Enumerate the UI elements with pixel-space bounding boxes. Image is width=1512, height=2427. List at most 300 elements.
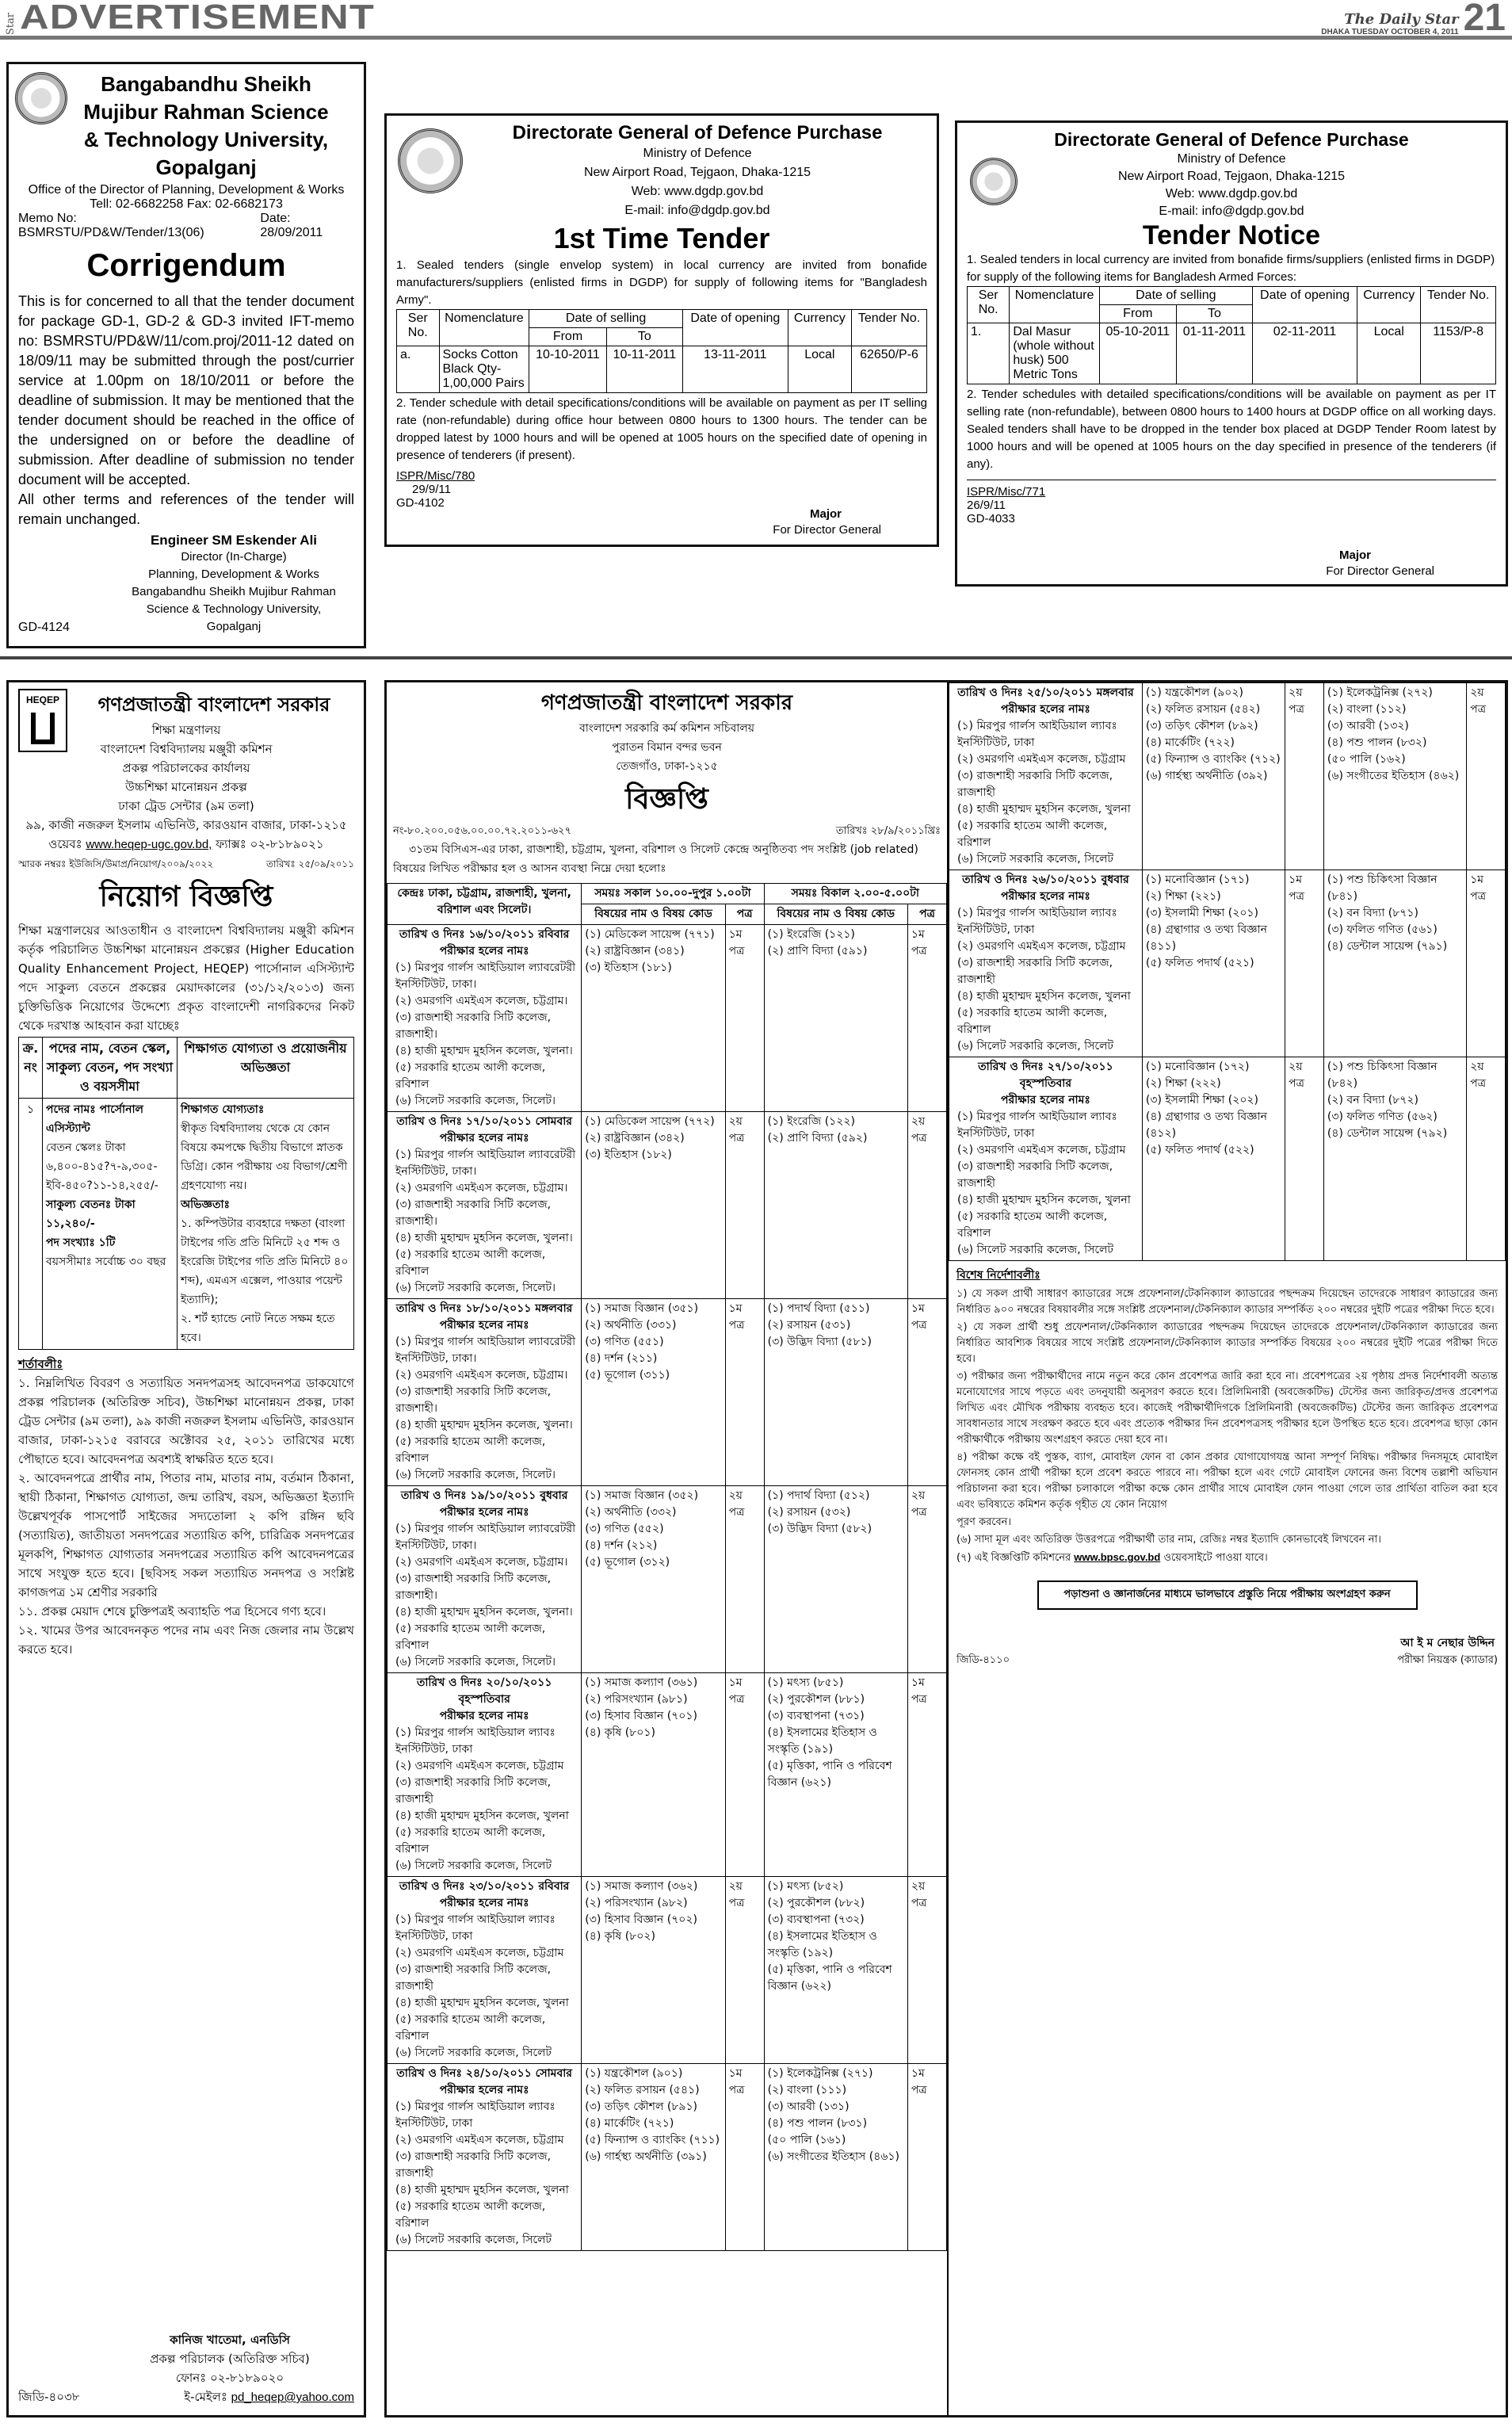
exam-hall: (৫) সরকারি হাতেম আলী কলেজ, রবিশাল (395, 1435, 546, 1465)
condition-item: ১১. প্রকল্প মেয়াদ শেষে চুক্তিপত্রই অব্যাহতি পত্র হিসেবে গণ্য হবে। (18, 1604, 326, 1619)
hall-label: পরীক্ষার হলের নামঃ (439, 1506, 529, 1519)
subject-item: (২) বন বিদ্যা (৮৭২) (1327, 1094, 1418, 1106)
signer-title: পরীক্ষা নিয়ন্ত্রক (ক্যাডার) (1397, 1654, 1498, 1666)
subject-item: (১) মনোবিজ্ঞান (১৭২) (1145, 1061, 1250, 1073)
subject-item: (১) সমাজ বিজ্ঞান (৩৫২) (585, 1489, 699, 1502)
instruction-item: ১) যে সকল প্রার্থী সাধারণ ক্যাডারের সঙ্গে প্রফেশনাল/টেকনিক্যাল ক্যাডারের পছন্দক্রম দিয়েছেন তাদেরকে সাধারণ ক্যাডারের জন্য নির্ধারিত ৯০০ নম্বরের বিষয়াবলীর সঙ্গে সংশ্লিষ্ট প্রফেশনাল/টেকনিক্যাল ক্যাডার সম্পর্কিত ২০০ নম্বরের দুইটি পত্রের পরীক্ষা দিতে হবে। (956, 1288, 1498, 1316)
subject-item: (২) প্রাণি বিদ্যা (৫৯২) (767, 1132, 868, 1145)
signer-title: প্রকল্প পরিচালক (অতিরিক্ত সচিব) (150, 2352, 310, 2366)
exam-hall: (৫) সরকারি হাতেম আলী কলেজ, বরিশাল (395, 1826, 546, 1856)
subject-item: (২) পুরকৌশল (৮৮২) (767, 1897, 865, 1909)
edu-text: স্বীকৃত বিশ্ববিদ্যালয় থেকে যে কোন বিষয়ে কমপক্ষে দ্বিতীয় বিভাগে স্নাতক ডিগ্রি। কোন পরীক্ষায় ৩য় বিভাগ/শ্রেণী গ্রহণযোগ্য নয়। (181, 1122, 348, 1192)
afternoon-paper: ২য় পত্র (907, 1112, 946, 1299)
morning-subjects (1142, 1057, 1285, 1261)
subject-item: (২) শিক্ষা (২২২) (1145, 1077, 1221, 1090)
exam-hall: (৪) হাজী মুহাম্মদ মুহসিন কলেজ, খুলনা (395, 1810, 569, 1822)
memo-row (18, 212, 354, 240)
subject-item: (১) মেডিকেল সায়েন্স (৭৭২) (585, 1115, 715, 1128)
subject-item: (৬) গার্হস্থ্য অর্থনীতি (৩৯২) (1145, 770, 1268, 782)
exam-hall: (৬) সিলেট সরকারি কলেজ, সিলেট। (395, 1095, 556, 1107)
date-and-halls (388, 1877, 582, 2064)
subject-item: (৪) পশু পালন (৮৩১) (767, 2117, 868, 2130)
subject-item: (৪) গ্রন্থাগার ও তথ্য বিজ্ঞান (৪১২) (1145, 1110, 1267, 1140)
exam-hall: (১) মিরপুর গার্লস আইডিয়াল ল্যাবঃ ইনস্টিটিউট, ঢাকা (957, 1110, 1117, 1140)
subject-item: (৬) গার্হস্থ্য অর্থনীতি (৩৯১) (585, 2150, 707, 2163)
instructions-list (956, 1286, 1498, 1548)
ad-title: Tender Notice (1142, 220, 1321, 250)
address-line: E-mail: info@dgdp.gov.bd (624, 204, 770, 217)
address-line: বাংলাদেশ বিশ্ববিদ্যালয় মঞ্জুরী কমিশন (100, 742, 273, 756)
subject-item: (৫০ পালি (১৬১) (767, 2134, 846, 2146)
subject-item: (৫) ফলিত পদার্থ (৫২২) (1145, 1144, 1254, 1156)
morning-subjects (1142, 870, 1285, 1057)
afternoon-paper: ১ম পত্র (1467, 870, 1506, 1057)
para-2: 2. Tender schedule with detail specifications/conditions will be available on payment as per IT selling rate (non-refundable) during office hour between 0800 hours to 1300 hours. The tender can be dropped latest by 1000 hours and will be opened at 1005 hours on the specified date of opening in presence of tenderers (if present). (396, 396, 927, 462)
tel-fax: Tell: 02-6682258 Fax: 02-6682173 (90, 197, 283, 211)
exam-hall: (১) মিরপুর গার্লস আইডিয়াল ল্যাবরেটরী ইনস্টিটিউট, ঢাকা। (395, 961, 576, 991)
exam-hall: (২) ওমরগণি এমইএস কলেজ, চট্টগ্রাম। (395, 995, 568, 1007)
exam-hall: (৩) রাজশাহী সরকারি সিটি কলেজ, রাজশাহী। (395, 1198, 552, 1228)
hall-label: পরীক্ষার হলের নামঃ (439, 2084, 529, 2096)
memo-date: তারিখঃ ২৫/০৯/২০১১ (265, 858, 354, 870)
morning-subjects (582, 1877, 725, 2064)
ad-code: GD-4033 (967, 512, 1015, 526)
subject-item: (১) সমাজ বিজ্ঞান (৩৫১) (585, 1302, 699, 1315)
subject-item: (৩) গণিত (৫৫১) (585, 1336, 664, 1348)
exam-date: তারিখ ও দিনঃ ২৬/১০/২০১১ বুধবার (962, 873, 1129, 886)
morning-paper: ১ম পত্র (1285, 870, 1324, 1057)
subject-item: (২) বাংলা (১১১) (767, 2084, 847, 2096)
address-line: শিক্ষা মন্ত্রণালয় (151, 723, 221, 737)
exam-hall: (১) মিরপুর গার্লস আইডিয়াল ল্যাবরেটরী ইনস্টিটিউট, ঢাকা। (395, 1523, 576, 1552)
subject-item: (৩) তড়িৎ কৌশল (৮৯১) (585, 2100, 698, 2113)
schedule-row (949, 870, 1506, 1057)
ad-corrigendum (6, 62, 366, 648)
date-and-halls (388, 1486, 582, 1673)
subject-item: (৩) ইতিহাস (১৮১) (585, 961, 672, 974)
subject-item: (১) মনোবিজ্ঞান (১৭১) (1145, 873, 1250, 886)
ad-dgdp-tender-notice (955, 120, 1508, 587)
schedule-row (388, 925, 947, 1112)
signer-rank: Major (1338, 548, 1371, 562)
date-and-halls (388, 1112, 582, 1299)
age-limit: বয়সসীমাঃ সর্বোচ্চ ৩০ বছর (46, 1256, 166, 1268)
exam-hall: (৬) সিলেট সরকারি কলেজ, সিলেট। (395, 1282, 556, 1294)
instructions-heading: বিশেষ নির্দেশাবলীঃ (956, 1269, 1040, 1282)
conditions-heading: শর্তাবলীঃ (18, 1357, 63, 1371)
exam-hall: (৫) সরকারি হাতেম আলী কলেজ, বরিশাল (957, 820, 1108, 849)
morning-paper: ১ম পত্র (725, 1673, 764, 1877)
exam-hall: (২) ওমরগণি এমইএস কলেজ, চট্টগ্রাম (395, 1760, 564, 1772)
th-date-of-opening: Date of opening (682, 310, 788, 346)
afternoon-subjects (764, 2064, 907, 2251)
subject-item: (৪) গ্রন্থাগার ও তথ্য বিজ্ঞান (৪১১) (1145, 923, 1267, 953)
exam-hall: (৫) সরকারি হাতেম আলী কলেজ, বরিশাল (957, 1210, 1108, 1240)
table-row (19, 1099, 354, 1350)
exam-date: তারিখ ও দিনঃ ২৪/১০/২০১১ সোমবার (396, 2067, 573, 2080)
exam-hall: (৩) রাজশাহী সরকারি সিটি কলেজ, রাজশাহী (395, 1776, 552, 1806)
memo-date: তারিখঃ ২৮/৯/২০১১খ্রিঃ (835, 825, 941, 837)
post-table (18, 1037, 354, 1350)
cell-qualification (178, 1099, 354, 1350)
body-text: This is for concerned to all that the tender document for package GD-1, GD-2 & GD-3 invited IFT-memo no: BSMRSTU/PD&W/11/com.proj/2011-12 dated on 18/09/11 may be submitted through the post/currier service at 1.00pm on 18/10/2011 or before the deadline of submission. It may be mentioned that the tender document should be reached in the office of the undersigned on or before the deadline of submission. After deadline of submission no tender document will be accepted. (18, 293, 354, 487)
afternoon-paper: ২য় পত্র (907, 1486, 946, 1673)
subject-item: (২) পুরকৌশল (৮৮১) (767, 1693, 865, 1706)
signer-phone: ফোনঃ ০২-৮১৮৯০২০ (175, 2371, 284, 2385)
ad-code: GD-4124 (18, 621, 70, 634)
instruction-item: ৪) পরীক্ষা কক্ষে বই পুস্তক, ব্যাগ, মোবাইল ফোন বা কোন প্রকার যোগাযোগযন্ত্র আনা সম্পূর্ণ নিষিদ্ধ। পরীক্ষার দিনসমূহে মোবাইল ফোনসহ কোন প্রার্থী পরীক্ষা হলে প্রবেশ করতে পারবে না। পরীক্ষা হলে এবং গেটে মোবাইল ফোনের জন্য বিশেষ তল্লাশী অভিযান পরিচালনা করা হবে। পরীক্ষা চলাকালে পরীক্ষা কক্ষে কোন প্রার্থীর সাথে মোবাইল ফোন পাওয়া গেলে তার প্রার্থিতা বাতিল করা হবে এবং ভবিষ্যতে কমিশন কর্তৃক গৃহীত যে কোন নিয়োগ (956, 1451, 1498, 1511)
exam-date: তারিখ ও দিনঃ ১৮/১০/২০১১ মঙ্গলবার (395, 1302, 573, 1315)
th-subject: বিষয়ের নাম ও বিষয় কোড (764, 904, 907, 925)
address-line: ঢাকা ট্রেড সেন্টার (৯ম তলা) (118, 799, 254, 813)
bpsc-left-column (387, 682, 949, 2415)
memo-row (393, 824, 941, 840)
morning-subjects (1142, 683, 1285, 870)
subject-item: (১) মৎস্য (৮৫১) (767, 1676, 844, 1689)
signer-name: আ ই ম নেছার উদ্দিন (1400, 1637, 1495, 1649)
office-address (393, 719, 941, 776)
subject-item: (৩) আরবী (১৩১) (767, 2100, 850, 2113)
signer-line: Gopalganj (206, 620, 262, 633)
morning-paper: ২য় পত্র (725, 1112, 764, 1299)
subject-item: (১) যন্ত্রকৌশল (৯০২) (1145, 686, 1243, 699)
section-divider (0, 656, 1512, 659)
subject-item: (৬) সংগীতের ইতিহাস (৪৬২) (1327, 770, 1460, 782)
note7-text-end: ওয়েবসাইটে পাওয়া যাবে। (1163, 1552, 1268, 1564)
morning-subjects (582, 1673, 725, 1877)
th-currency: Currency (1357, 287, 1421, 323)
afternoon-subjects (764, 1486, 907, 1673)
date-and-halls (388, 1299, 582, 1486)
intro-text: শিক্ষা মন্ত্রণালয়ের আওতাধীন ও বাংলাদেশ বিশ্ববিদ্যালয় মঞ্জুরী কমিশন কর্তৃক পরিচালিত উচ্চশিক্ষা মানোন্নয়ন প্রকল্পের (Higher Education Quality Enhancement Project, HEQEP) পার্সোনাল এসিস্ট্যান্ট পদে সাকুল্য বেতনে প্রকল্পের মেয়াদকালের (৩১/১২/২০১৩) জন্য চুক্তিভিত্তিক নিয়োগের উদ্দেশ্যে প্রকৃত বাংলাদেশী নাগরিকদের নিকট থেকে দরখাস্ত আহবান করা যাচ্ছেঃ (18, 923, 354, 1033)
web-fax (18, 835, 354, 854)
email-link[interactable]: pd_heqep@yahoo.com (231, 2391, 354, 2404)
schedule-row (388, 1673, 947, 1877)
page-number: 21 (1463, 0, 1506, 39)
subject-item: (২) পরিসংখ্যান (৯৮২) (585, 1897, 688, 1909)
subject-item: (২) অর্থনীতি (৩৩২) (585, 1506, 677, 1519)
afternoon-paper: ১ম পত্র (907, 2064, 946, 2251)
th-date-of-selling: Date of selling (1099, 287, 1252, 305)
ad-dgdp-first-tender (384, 113, 939, 547)
schedule-row (388, 1112, 947, 1299)
subject-item: (১) পশু চিকিৎসা বিজ্ঞান (৮৪১) (1327, 873, 1438, 903)
subject-item: (৪) কৃষি (৮০১) (585, 1726, 655, 1739)
subject-item: (২) বন বিদ্যা (৮৭১) (1327, 907, 1418, 919)
th-to: To (1176, 305, 1252, 323)
org-address (396, 144, 927, 220)
body-text-2: All other terms and references of the tender will remain unchanged. (18, 491, 354, 527)
edu-heading: শিক্ষাগত যোগ্যতাঃ (181, 1103, 265, 1116)
exam-schedule-table (387, 883, 947, 2251)
pay-scale: বেতন স্কেলঃ টাকা ৬,৪০০-৪১৫?৭-৯,৩০৫-ইবি-৪৫০?১১-১৪,২৫৫/- (46, 1141, 158, 1192)
th-subject: বিষয়ের নাম ও বিষয় কোড (582, 904, 725, 925)
subject-item: (৩) তড়িৎ কৌশল (৮৯২) (1145, 720, 1258, 732)
afternoon-subjects (764, 1299, 907, 1486)
newspaper-logo: The Daily Star (1344, 11, 1459, 28)
exam-hall: (১) মিরপুর গার্লস আইডিয়াল ল্যাবঃ ইনস্টিটিউট, ঢাকা (957, 907, 1117, 936)
ad-code: জিডি-৪১১০ (956, 1654, 1010, 1666)
ad-date: 26/9/11 (967, 499, 1006, 512)
schedule-row (388, 1877, 947, 2064)
date-and-halls (949, 683, 1143, 870)
exam-hall: (৩) রাজশাহী সরকারি সিটি কলেজ, রাজশাহী (957, 957, 1113, 986)
subject-item: (২) ফলিত রসায়ন (৫৪১) (585, 2084, 700, 2096)
dgdp-seal-icon (970, 158, 1018, 205)
morning-paper: ১ম পত্র (725, 1299, 764, 1486)
afternoon-subjects (1323, 870, 1466, 1057)
ad-title: নিয়োগ বিজ্ঞপ্তি (99, 881, 273, 913)
th-centre: কেন্দ্রঃ ঢাকা, চট্টগ্রাম, রাজশাহী, খুলনা, বরিশাল এবং সিলেট। (388, 884, 582, 925)
signer-name: Engineer SM Eskender Ali (150, 533, 318, 548)
subject-item: (১) মেডিকেল সায়েন্স (৭৭১) (585, 928, 715, 941)
subject-item: (১) মৎস্য (৮৫২) (767, 1880, 844, 1893)
th-tender-no: Tender No. (852, 310, 927, 346)
exam-hall: (৪) হাজী মুহাম্মদ মুহসিন কলেজ, খুলনা। (395, 1606, 573, 1619)
subject-item: (২) রসায়ন (৫৩১) (767, 1319, 851, 1332)
morning-paper: ২য় পত্র (725, 1877, 764, 2064)
ad-date: 29/9/11 (412, 483, 451, 496)
exam-hall: (৬) সিলেট সরকারি কলেজ, সিলেট। (395, 1469, 556, 1481)
exam-hall: (৬) সিলেট সরকারি কলেজ, সিলেট (957, 1040, 1114, 1053)
th-qualification: শিক্ষাগত যোগ্যতা ও প্রয়োজনীয় অভিজ্ঞতা (178, 1038, 354, 1099)
total-salary: সাকুল্য বেতনঃ টাকা ১১,২৪০/- (46, 1198, 136, 1230)
schedule-row (388, 1299, 947, 1486)
masthead (0, 0, 1512, 40)
subject-item: (৩) গণিত (৫৫২) (585, 1523, 664, 1535)
condition-item: ১. নিম্নলিখিত বিবরণ ও সত্যায়িত সনদপত্রসহ আবেদনপত্র ডাকযোগে প্রকল্প পরিচালক (অতিরিক্ত সচিব), উচ্চশিক্ষা মানোন্নয়ন প্রকল্প, ঢাকা ট্রেড সেন্টার (৯ম তলা), ৯৯ কাজী নজরুল ইসলাম এভিনিউ, কারওয়ান বাজার, ঢাকা-১২১৫ বরাবরে অক্টোবর ২৫, ২০১১ তারিখের মধ্যে পৌছাতে হবে। আবেদনপত্র অবশ্যই স্বাক্ষরিত হতে হবে। (18, 1376, 354, 1466)
cell-tender-no: 1153/P-8 (1421, 323, 1496, 384)
ad-title: বিজ্ঞপ্তি (625, 783, 708, 816)
subject-item: (৩) ফলিত গণিত (৫৬২) (1327, 1110, 1438, 1123)
signature-block (956, 1634, 1498, 1669)
exam-hall: (৪) হাজী মুহাম্মদ মুহসিন কলেজ, খুলনা। (395, 1419, 573, 1431)
subject-item: (৫০ পালি (১৬২) (1327, 753, 1406, 766)
cell-from: 10-10-2011 (529, 346, 607, 393)
address-line: Web: www.dgdp.gov.bd (631, 185, 764, 198)
afternoon-subjects (764, 1112, 907, 1299)
exam-hall: (৩) রাজশাহী সরকারি সিটি কলেজ, রাজশাহী। (395, 1011, 552, 1041)
exam-hall: (৪) হাজী মুহাম্মদ মুহসিন কলেজ, খুলনা (957, 990, 1131, 1003)
cell-opening: 02-11-2011 (1252, 323, 1357, 384)
tender-table (967, 286, 1496, 384)
subject-item: (৪) দর্শন (২১২) (585, 1539, 658, 1552)
exam-hall: (৩) রাজশাহী সরকারি সিটি কলেজ, রাজশাহী (957, 770, 1113, 799)
signer-for: For Director General (773, 523, 881, 537)
th-ser: Ser No. (397, 310, 440, 346)
address-line: প্রকল্প পরিচালকের কার্যালয় (122, 761, 250, 775)
afternoon-subjects (764, 1673, 907, 1877)
signer-line: Director (In-Charge) (181, 550, 287, 564)
address-line: পুরাতন বিমান বন্দর ভবন (612, 741, 722, 754)
subject-item: (৪) দর্শন (২১১) (585, 1352, 658, 1365)
hall-label: পরীক্ষার হলের নামঃ (1001, 703, 1090, 716)
subject-item: (৩) ইতিহাস (১৮২) (585, 1149, 672, 1161)
para-2: 2. Tender schedules with detailed specifications/conditions will be available on payment as per IT selling rate (non-refundable), between 0800 hours to 1400 hours at DGDP office on all working days. Sealed tenders shall have to be dropped in the tender box placed at DGDP Tender Room latest by 1000 hours and will be opened at 1005 hours on the day specified in presence of the tenderers (if any). (967, 388, 1496, 471)
ad-bpsc-exam-schedule (384, 680, 1508, 2417)
exam-date: তারিখ ও দিনঃ ১৯/১০/২০১১ বুধবার (400, 1489, 568, 1502)
schedule-row (949, 1057, 1506, 1261)
address-line: New Airport Road, Tejgaon, Dhaka-1215 (1117, 170, 1346, 183)
exam-hall: (৬) সিলেট সরকারি কলেজ, সিলেট (395, 2234, 552, 2246)
exam-hall: (২) ওমরগণি এমইএস কলেজ, চট্টগ্রাম (395, 2134, 564, 2146)
exam-hall: (১) মিরপুর গার্লস আইডিয়াল ল্যাবরেটরী ইনস্টিটিউট, ঢাকা। (395, 1336, 576, 1365)
exam-schedule-table-continued (949, 682, 1506, 1261)
subject-item: (১) ইংরেজি (১২২) (767, 1115, 855, 1128)
memo-no: Memo No: BSMRSTU/PD&W/Tender/13(06) (18, 212, 204, 239)
subject-item: (২) প্রাণি বিদ্যা (৫৯১) (767, 945, 868, 957)
subject-item: (৫) ফিন্যান্স ও ব্যাংকিং (৭১১) (585, 2134, 720, 2146)
th-ser: Ser No. (968, 287, 1010, 323)
ispr-ref: ISPR/Misc/780 (396, 469, 475, 483)
dateline: DHAKA TUESDAY OCTOBER 4, 2011 (1321, 28, 1459, 36)
cell-to: 01-11-2011 (1176, 323, 1252, 384)
subject-item: (৩) ব্যবস্থাপনা (৭৩১) (767, 1710, 865, 1722)
afternoon-paper: ১ম পত্র (907, 925, 946, 1112)
cell-to: 10-11-2011 (606, 346, 682, 393)
exam-date: তারিখ ও দিনঃ ২৩/১০/২০১১ রবিবার (399, 1880, 570, 1893)
tender-table (396, 309, 927, 393)
cell-ser: a. (397, 346, 440, 393)
exam-hall: (৫) সরকারি হাতেম আলী কলেজ, বরিশাল (395, 2200, 546, 2230)
subject-item: (৫) ফলিত পদার্থ (৫২১) (1145, 957, 1254, 969)
note7-text: (৭) এই বিজ্ঞপ্তিটি কমিশনের (956, 1552, 1071, 1564)
section-title: ADVERTISEMENT (20, 0, 375, 36)
exam-hall: (১) মিরপুর গার্লস আইডিয়াল ল্যাবঃ ইনস্টিটিউট, ঢাকা (395, 1913, 556, 1943)
date-and-halls (949, 870, 1143, 1057)
post-name: পদের নামঃ পার্সোনাল এসিস্ট্যান্ট (46, 1103, 143, 1135)
morning-paper: ২য় পত্র (1285, 1057, 1324, 1261)
cell-tender-no: 62650/P-6 (852, 346, 927, 393)
condition-item: ২. আবেদনপত্রে প্রার্থীর নাম, পিতার নাম, মাতার নাম, বর্তমান ঠিকানা, স্থায়ী ঠিকানা, শিক্ষাগত যোগ্যতা, জন্ম তারিখ, বয়স, অভিজ্ঞতা ইত্যাদি উল্লেখপূর্বক পাসপোর্ট সাইজের সদ্যতোলা ২ কপি রঙ্গিন ছবি (সত্যায়িত), জাতীয়তা সনদপত্রের সত্যায়িত কপি, চারিত্রিক সনদপত্রের মূলকপি, শিক্ষাগত যোগ্যতার সনদপত্রের সত্যায়িত কপি আবেদনপত্রের সাথে সংযুক্ত হতে হবে। [ছবিসহ সকল সত্যায়িত সনদপত্র ও সংশ্লিষ্ট কাগজপত্র ১ম শ্রেণীর সরকারি (18, 1471, 354, 1600)
exam-hall: (৩) রাজশাহী সরকারি সিটি কলেজ, রাজশাহী (395, 2150, 552, 2180)
exp-heading: অভিজ্ঞতাঃ (181, 1198, 230, 1211)
memo-date: Date: 28/09/2011 (260, 212, 323, 239)
th-date-of-selling: Date of selling (529, 310, 683, 328)
cell-currency: Local (788, 346, 851, 393)
exam-hall: (২) ওমরগণি এমইএস কলেজ, চট্টগ্রাম। (395, 1182, 568, 1194)
subject-item: (১) যন্ত্রকৌশল (৯০১) (585, 2067, 683, 2080)
instruction-item: (৬) সাদা মূল এবং অতিরিক্ত উত্তরপত্রে পরীক্ষার্থী তার নাম, রেজিঃ নম্বর ইত্যাদি কোনভাবেই লিখবেন না। (956, 1534, 1381, 1546)
subject-item: (২) রাষ্ট্রবিজ্ঞান (৩৪১) (585, 945, 685, 957)
subject-item: (৪) ডেন্টাল সায়েন্স (৭৯১) (1327, 940, 1448, 953)
hall-label: পরীক্ষার হলের নামঃ (1001, 1094, 1090, 1106)
org-name: Directorate General of Defence Purchase (512, 122, 883, 143)
address-line: Web: www.dgdp.gov.bd (1165, 187, 1298, 201)
afternoon-paper: ২য় পত্র (907, 1877, 946, 2064)
hall-label: পরীক্ষার হলের নামঃ (439, 1710, 529, 1722)
subject-item: (৪) মার্কেটিং (৭২১) (585, 2117, 674, 2130)
exam-date: তারিখ ও দিনঃ ১৬/১০/২০১১ রবিবার (399, 928, 570, 941)
subject-item: (৩) হিসাব বিজ্ঞান (৭০১) (585, 1710, 697, 1722)
th-afternoon: সময়ঃ বিকাল ২.০০-৫.০০টা (764, 884, 946, 904)
address-line: E-mail: info@dgdp.gov.bd (1159, 204, 1304, 218)
schedule-row (388, 2064, 947, 2251)
subject-item: (১) ইলেকট্রনিক্স (২৭২) (1327, 686, 1433, 699)
th-paper: পত্র (725, 904, 764, 925)
exam-hall: (৫) সরকারি হাতেম আলী কলেজ, বরিশাল (395, 2013, 546, 2043)
web-label: ওয়েবঃ (48, 837, 82, 851)
bpsc-website-link[interactable]: www.bpsc.gov.bd (1074, 1551, 1161, 1563)
subject-item: (২) বাংলা (১১২) (1327, 703, 1407, 716)
subject-item: (২) পরিসংখ্যান (৯৮১) (585, 1693, 688, 1706)
university-seal-icon (15, 72, 67, 124)
ad-code: GD-4102 (396, 496, 445, 510)
hall-label: পরীক্ষার হলের নামঃ (439, 945, 529, 957)
office-address (18, 720, 354, 835)
afternoon-subjects (1323, 683, 1466, 870)
subject-item: (১) সমাজ কল্যাণ (৩৬২) (585, 1880, 698, 1893)
special-instructions (949, 1261, 1506, 1674)
website-link[interactable]: www.heqep-ugc.gov.bd, (86, 838, 212, 851)
signer-for: For Director General (1326, 564, 1434, 578)
morning-subjects (582, 925, 725, 1112)
signer-line: Planning, Development & Works (148, 568, 319, 581)
exam-hall: (৬) সিলেট সরকারি কলেজ, সিলেট (395, 2047, 552, 2059)
intro-text: ৩১তম বিসিএস-এর ঢাকা, রাজশাহী, চট্টগ্রাম, খুলনা, বরিশাল ও সিলেট কেন্দ্রে অনুষ্ঠিতব্য পদ সংশ্লিষ্ট (job related) বিষয়ের লিখিত পরীক্ষার হল ও আসন ব্যবস্থা নিম্নে দেয়া হলোঃ (393, 843, 918, 875)
address-line: উচ্চশিক্ষা মানোন্নয়ন প্রকল্প (125, 780, 247, 794)
exam-hall: (৩) রাজশাহী সরকারি সিটি কলেজ, রাজশাহী। (395, 1385, 552, 1415)
afternoon-paper: ২য় পত্র (1467, 1057, 1506, 1261)
subject-item: (৪) মার্কেটিং (৭২২) (1145, 736, 1235, 749)
gov-title: গণপ্রজাতন্ত্রী বাংলাদেশ সরকার (540, 691, 793, 715)
exam-hall: (৫) সরকারি হাতেম আলী কলেজ, বরিশাল (957, 1007, 1108, 1036)
para-1: 1. Sealed tenders in local currency are invited from bonafide firms/suppliers (enlisted firms in DGDP) for supply of the following items for Bangladesh Armed Forces: (967, 253, 1495, 284)
exam-date: তারিখ ও দিনঃ ১৭/১০/২০১১ সোমবার (396, 1115, 573, 1128)
subject-item: (৫) ফিন্যান্স ও ব্যাংকিং (৭১২) (1145, 753, 1281, 766)
th-currency: Currency (788, 310, 851, 346)
cell-serial: ১ (19, 1099, 43, 1350)
subject-item: (৪) কৃষি (৮০২) (585, 1930, 655, 1943)
experience-item: ১. কম্পিউটার ব্যবহারে দক্ষতা (বাংলা টাইপের গতি প্রতি মিনিটে ২৫ শব্দ ও ইংরেজি টাইপের গতি প্রতি মিনিটে ৪০ শব্দ), এমএস এক্সেল, পাওয়ার পয়েন্ট ইত্যাদি); (181, 1217, 349, 1306)
th-from: From (529, 328, 607, 346)
subject-item: (৩) ব্যবস্থাপনা (৭৩২) (767, 1913, 865, 1926)
cell-opening: 13-11-2011 (682, 346, 788, 393)
exam-hall: (৬) সিলেট সরকারি কলেজ, সিলেট (957, 1244, 1114, 1256)
exam-hall: (২) ওমরগণি এমইএস কলেজ, চট্টগ্রাম (957, 940, 1126, 953)
exam-hall: (১) মিরপুর গার্লস আইডিয়াল ল্যাবঃ ইনস্টিটিউট, ঢাকা (395, 1726, 556, 1756)
morning-subjects (582, 1299, 725, 1486)
th-tender-no: Tender No. (1421, 287, 1496, 323)
cell-nomenclature: Socks Cotton Black Qty-1,00,000 Pairs (439, 346, 529, 393)
date-and-halls (949, 1057, 1143, 1261)
office-line: Office of the Director of Planning, Development & Works (28, 183, 345, 197)
th-paper: পত্র (907, 904, 946, 925)
subject-item: (৩) আরবী (১৩২) (1327, 720, 1409, 732)
exam-hall: (১) মিরপুর গার্লস আইডিয়াল ল্যাবঃ ইনস্টিটিউট, ঢাকা (395, 2100, 556, 2130)
exam-hall: (১) মিরপুর গার্লস আইডিয়াল ল্যাবঃ ইনস্টিটিউট, ঢাকা (957, 720, 1117, 749)
subject-item: (৬) সংগীতের ইতিহাস (৪৬১) (767, 2150, 899, 2163)
subject-item: (২) শিক্ষা (২২১) (1145, 890, 1221, 903)
th-morning: সময়ঃ সকাল ১০.০০-দুপুর ১.০০টা (582, 884, 764, 904)
exam-date: তারিখ ও দিনঃ ২৭/১০/২০১১ বৃহস্পতিবার (978, 1061, 1113, 1090)
org-address (967, 151, 1496, 220)
exam-hall: (৫) সরকারি হাতেম আলী কলেজ, রবিশাল (395, 1061, 546, 1091)
subject-item: (১) পশু চিকিৎসা বিজ্ঞান (৮৪২) (1327, 1061, 1438, 1090)
instruction-item: ৩) পরীক্ষার জন্য পরীক্ষার্থীদের নামে নতুন করে কোন প্রবেশপত্র জারি করা হবে না। প্রবেশপত্রের ২য় পৃষ্ঠায় প্রদত্ত নির্দেশাবলী অত্যন্ত মনোযোগের সাথে পড়তে এবং তদনুযায়ী অনুসরণ করতে হবে। প্রিলিমিনারী (অবজেকটিভ) টেস্টের জন্য জারিকৃত/প্রদত্ত প্রবেশপত্র লিখিত এবং মৌখিক পরীক্ষায় ব্যবহৃত হবে। কাজেই পরীক্ষার্থীদিগকে প্রিলিমিনারী (অবজেকটিভ) টেস্টের জন্য জারিকৃত প্রবেশপত্র সাবধানতার সাথে সংরক্ষণ করতে হবে এবং প্রত্যেক পরীক্ষার দিন প্রবেশপত্রসহ পরীক্ষার হলে উপস্থিত হতে হবে। প্রবেশপত্র ছাড়া কোন পরীক্ষার্থীকে পরীক্ষায় অংশগ্রহণ করতে দেয়া হবে না। (956, 1370, 1498, 1446)
memo-no: স্মারক নম্বরঃ ইউজিসি/উমাপ্র/নিয়োগ/২০০৯/২০২২ (18, 858, 214, 870)
morning-subjects (582, 2064, 725, 2251)
exam-hall: (৬) সিলেট সরকারি কলেজ, সিলেট (957, 853, 1114, 866)
schedule-row (388, 1486, 947, 1673)
morning-paper: ২য় পত্র (725, 1486, 764, 1673)
bpsc-header (387, 682, 947, 883)
exam-hall: (৬) সিলেট সরকারি কলেজ, সিলেট। (395, 1656, 556, 1668)
ad-title: Corrigendum (86, 248, 286, 283)
signature-block (18, 2330, 354, 2407)
exam-date: তারিখ ও দিনঃ ২৫/১০/২০১১ মঙ্গলবার (957, 686, 1134, 699)
subject-item: (১) পদার্থ বিদ্যা (৫১১) (767, 1302, 870, 1315)
